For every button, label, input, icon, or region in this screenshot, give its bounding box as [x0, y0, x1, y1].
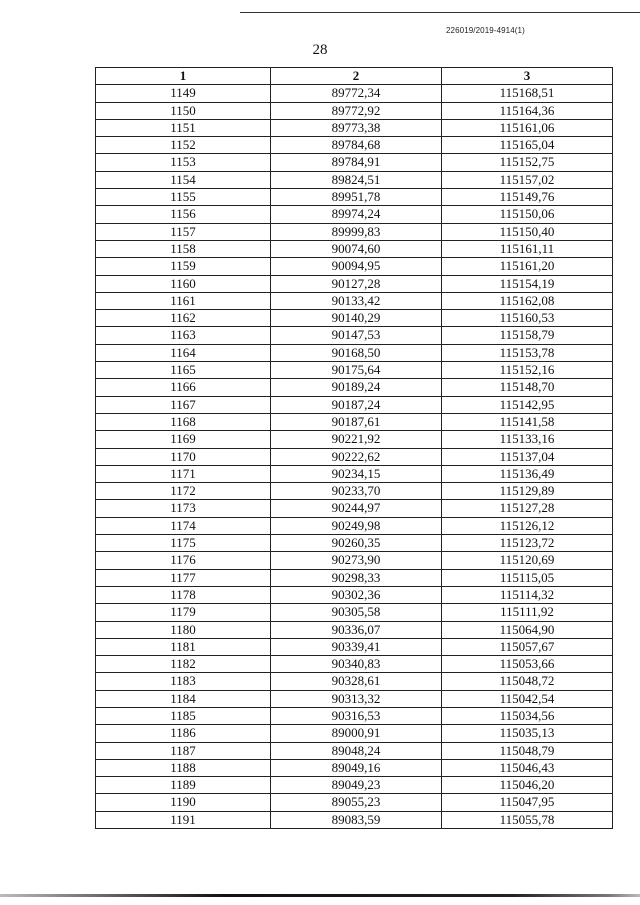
point-number-cell: 1189: [96, 777, 271, 794]
column-header-2: 2: [271, 68, 442, 85]
table-row: [96, 85, 613, 102]
x-coordinate-cell: 90147,53: [271, 327, 442, 344]
table-row: [96, 137, 613, 154]
x-coordinate-cell: 90313,32: [271, 690, 442, 707]
table-row: [96, 154, 613, 171]
y-coordinate-cell: 115164,36: [442, 102, 613, 119]
table-row: [96, 431, 613, 448]
x-coordinate-cell: 90339,41: [271, 638, 442, 655]
y-coordinate-cell: 115149,76: [442, 189, 613, 206]
table-row: [96, 396, 613, 413]
point-number-cell: 1164: [96, 344, 271, 361]
table-row: [96, 223, 613, 240]
table-row: [96, 483, 613, 500]
y-coordinate-cell: 115046,20: [442, 777, 613, 794]
x-coordinate-cell: 90140,29: [271, 310, 442, 327]
point-number-cell: 1182: [96, 656, 271, 673]
y-coordinate-cell: 115154,19: [442, 275, 613, 292]
y-coordinate-cell: 115160,53: [442, 310, 613, 327]
x-coordinate-cell: 90249,98: [271, 517, 442, 534]
table-row: [96, 742, 613, 759]
table-row: [96, 327, 613, 344]
x-coordinate-cell: 90222,62: [271, 448, 442, 465]
point-number-cell: 1178: [96, 586, 271, 603]
x-coordinate-cell: 90305,58: [271, 604, 442, 621]
y-coordinate-cell: 115047,95: [442, 794, 613, 811]
point-number-cell: 1181: [96, 638, 271, 655]
table-row: [96, 344, 613, 361]
table-row: [96, 258, 613, 275]
x-coordinate-cell: 89049,16: [271, 759, 442, 776]
table-row: [96, 362, 613, 379]
table-row: [96, 500, 613, 517]
table-row: [96, 638, 613, 655]
table-row: [96, 206, 613, 223]
x-coordinate-cell: 89824,51: [271, 171, 442, 188]
point-number-cell: 1149: [96, 85, 271, 102]
point-number-cell: 1175: [96, 535, 271, 552]
y-coordinate-cell: 115136,49: [442, 465, 613, 482]
point-number-cell: 1171: [96, 465, 271, 482]
y-coordinate-cell: 115152,16: [442, 362, 613, 379]
point-number-cell: 1174: [96, 517, 271, 534]
point-number-cell: 1151: [96, 119, 271, 136]
y-coordinate-cell: 115048,79: [442, 742, 613, 759]
table-row: [96, 240, 613, 257]
table-row: [96, 552, 613, 569]
y-coordinate-cell: 115141,58: [442, 413, 613, 430]
point-number-cell: 1154: [96, 171, 271, 188]
y-coordinate-cell: 115120,69: [442, 552, 613, 569]
point-number-cell: 1153: [96, 154, 271, 171]
x-coordinate-cell: 89055,23: [271, 794, 442, 811]
point-number-cell: 1191: [96, 811, 271, 828]
x-coordinate-cell: 90168,50: [271, 344, 442, 361]
x-coordinate-cell: 89773,38: [271, 119, 442, 136]
x-coordinate-cell: 89083,59: [271, 811, 442, 828]
x-coordinate-cell: 89974,24: [271, 206, 442, 223]
x-coordinate-cell: 90127,28: [271, 275, 442, 292]
x-coordinate-cell: 90233,70: [271, 483, 442, 500]
column-header-1: 1: [96, 68, 271, 85]
y-coordinate-cell: 115152,75: [442, 154, 613, 171]
y-coordinate-cell: 115153,78: [442, 344, 613, 361]
table-row: [96, 586, 613, 603]
y-coordinate-cell: 115046,43: [442, 759, 613, 776]
point-number-cell: 1165: [96, 362, 271, 379]
y-coordinate-cell: 115111,92: [442, 604, 613, 621]
x-coordinate-cell: 90298,33: [271, 569, 442, 586]
point-number-cell: 1157: [96, 223, 271, 240]
table-body: [96, 85, 613, 829]
y-coordinate-cell: 115158,79: [442, 327, 613, 344]
y-coordinate-cell: 115053,66: [442, 656, 613, 673]
table-row: [96, 811, 613, 828]
point-number-cell: 1163: [96, 327, 271, 344]
column-header-3: 3: [442, 68, 613, 85]
point-number-cell: 1184: [96, 690, 271, 707]
x-coordinate-cell: 90187,61: [271, 413, 442, 430]
x-coordinate-cell: 90260,35: [271, 535, 442, 552]
x-coordinate-cell: 90328,61: [271, 673, 442, 690]
table-row: [96, 448, 613, 465]
point-number-cell: 1173: [96, 500, 271, 517]
y-coordinate-cell: 115161,20: [442, 258, 613, 275]
table-row: [96, 707, 613, 724]
point-number-cell: 1160: [96, 275, 271, 292]
table-row: [96, 292, 613, 309]
point-number-cell: 1158: [96, 240, 271, 257]
table-row: [96, 656, 613, 673]
y-coordinate-cell: 115162,08: [442, 292, 613, 309]
point-number-cell: 1188: [96, 759, 271, 776]
x-coordinate-cell: 89772,34: [271, 85, 442, 102]
y-coordinate-cell: 115048,72: [442, 673, 613, 690]
x-coordinate-cell: 89000,91: [271, 725, 442, 742]
top-rule: [240, 12, 640, 13]
x-coordinate-cell: 90234,15: [271, 465, 442, 482]
point-number-cell: 1185: [96, 707, 271, 724]
point-number-cell: 1190: [96, 794, 271, 811]
y-coordinate-cell: 115114,32: [442, 586, 613, 603]
table-row: [96, 379, 613, 396]
y-coordinate-cell: 115161,06: [442, 119, 613, 136]
point-number-cell: 1186: [96, 725, 271, 742]
y-coordinate-cell: 115150,40: [442, 223, 613, 240]
table-row: [96, 569, 613, 586]
y-coordinate-cell: 115150,06: [442, 206, 613, 223]
y-coordinate-cell: 115157,02: [442, 171, 613, 188]
x-coordinate-cell: 90244,97: [271, 500, 442, 517]
y-coordinate-cell: 115133,16: [442, 431, 613, 448]
point-number-cell: 1180: [96, 621, 271, 638]
point-number-cell: 1155: [96, 189, 271, 206]
y-coordinate-cell: 115168,51: [442, 85, 613, 102]
point-number-cell: 1176: [96, 552, 271, 569]
point-number-cell: 1169: [96, 431, 271, 448]
point-number-cell: 1183: [96, 673, 271, 690]
y-coordinate-cell: 115034,56: [442, 707, 613, 724]
x-coordinate-cell: 89049,23: [271, 777, 442, 794]
y-coordinate-cell: 115035,13: [442, 725, 613, 742]
x-coordinate-cell: 90175,64: [271, 362, 442, 379]
table-row: [96, 189, 613, 206]
y-coordinate-cell: 115123,72: [442, 535, 613, 552]
x-coordinate-cell: 90316,53: [271, 707, 442, 724]
x-coordinate-cell: 90074,60: [271, 240, 442, 257]
x-coordinate-cell: 90221,92: [271, 431, 442, 448]
table-row: [96, 673, 613, 690]
x-coordinate-cell: 90133,42: [271, 292, 442, 309]
table-row: [96, 777, 613, 794]
table-row: [96, 517, 613, 534]
y-coordinate-cell: 115161,11: [442, 240, 613, 257]
point-number-cell: 1162: [96, 310, 271, 327]
x-coordinate-cell: 89951,78: [271, 189, 442, 206]
x-coordinate-cell: 89048,24: [271, 742, 442, 759]
x-coordinate-cell: 89784,68: [271, 137, 442, 154]
x-coordinate-cell: 89999,83: [271, 223, 442, 240]
x-coordinate-cell: 90340,83: [271, 656, 442, 673]
y-coordinate-cell: 115129,89: [442, 483, 613, 500]
y-coordinate-cell: 115137,04: [442, 448, 613, 465]
point-number-cell: 1187: [96, 742, 271, 759]
y-coordinate-cell: 115127,28: [442, 500, 613, 517]
table-header-row: [96, 68, 613, 85]
point-number-cell: 1170: [96, 448, 271, 465]
table-row: [96, 794, 613, 811]
point-number-cell: 1156: [96, 206, 271, 223]
document-number: 226019/2019-4914(1): [446, 26, 525, 35]
table-row: [96, 604, 613, 621]
x-coordinate-cell: 90187,24: [271, 396, 442, 413]
point-number-cell: 1168: [96, 413, 271, 430]
y-coordinate-cell: 115148,70: [442, 379, 613, 396]
table-row: [96, 759, 613, 776]
y-coordinate-cell: 115057,67: [442, 638, 613, 655]
point-number-cell: 1159: [96, 258, 271, 275]
y-coordinate-cell: 115165,04: [442, 137, 613, 154]
x-coordinate-cell: 90273,90: [271, 552, 442, 569]
table-row: [96, 275, 613, 292]
table-row: [96, 465, 613, 482]
point-number-cell: 1167: [96, 396, 271, 413]
table-row: [96, 690, 613, 707]
x-coordinate-cell: 90302,36: [271, 586, 442, 603]
y-coordinate-cell: 115055,78: [442, 811, 613, 828]
y-coordinate-cell: 115142,95: [442, 396, 613, 413]
x-coordinate-cell: 89784,91: [271, 154, 442, 171]
table-row: [96, 310, 613, 327]
table-row: [96, 413, 613, 430]
point-number-cell: 1150: [96, 102, 271, 119]
bottom-rule: [0, 894, 640, 897]
x-coordinate-cell: 90189,24: [271, 379, 442, 396]
coordinates-table: [95, 67, 613, 829]
y-coordinate-cell: 115126,12: [442, 517, 613, 534]
table-row: [96, 621, 613, 638]
point-number-cell: 1166: [96, 379, 271, 396]
point-number-cell: 1161: [96, 292, 271, 309]
point-number-cell: 1179: [96, 604, 271, 621]
y-coordinate-cell: 115064,90: [442, 621, 613, 638]
point-number-cell: 1152: [96, 137, 271, 154]
page-number: 28: [312, 42, 328, 58]
x-coordinate-cell: 89772,92: [271, 102, 442, 119]
point-number-cell: 1172: [96, 483, 271, 500]
x-coordinate-cell: 90094,95: [271, 258, 442, 275]
table-row: [96, 171, 613, 188]
x-coordinate-cell: 90336,07: [271, 621, 442, 638]
table-row: [96, 102, 613, 119]
table-row: [96, 725, 613, 742]
table-row: [96, 119, 613, 136]
table-row: [96, 535, 613, 552]
y-coordinate-cell: 115042,54: [442, 690, 613, 707]
point-number-cell: 1177: [96, 569, 271, 586]
y-coordinate-cell: 115115,05: [442, 569, 613, 586]
